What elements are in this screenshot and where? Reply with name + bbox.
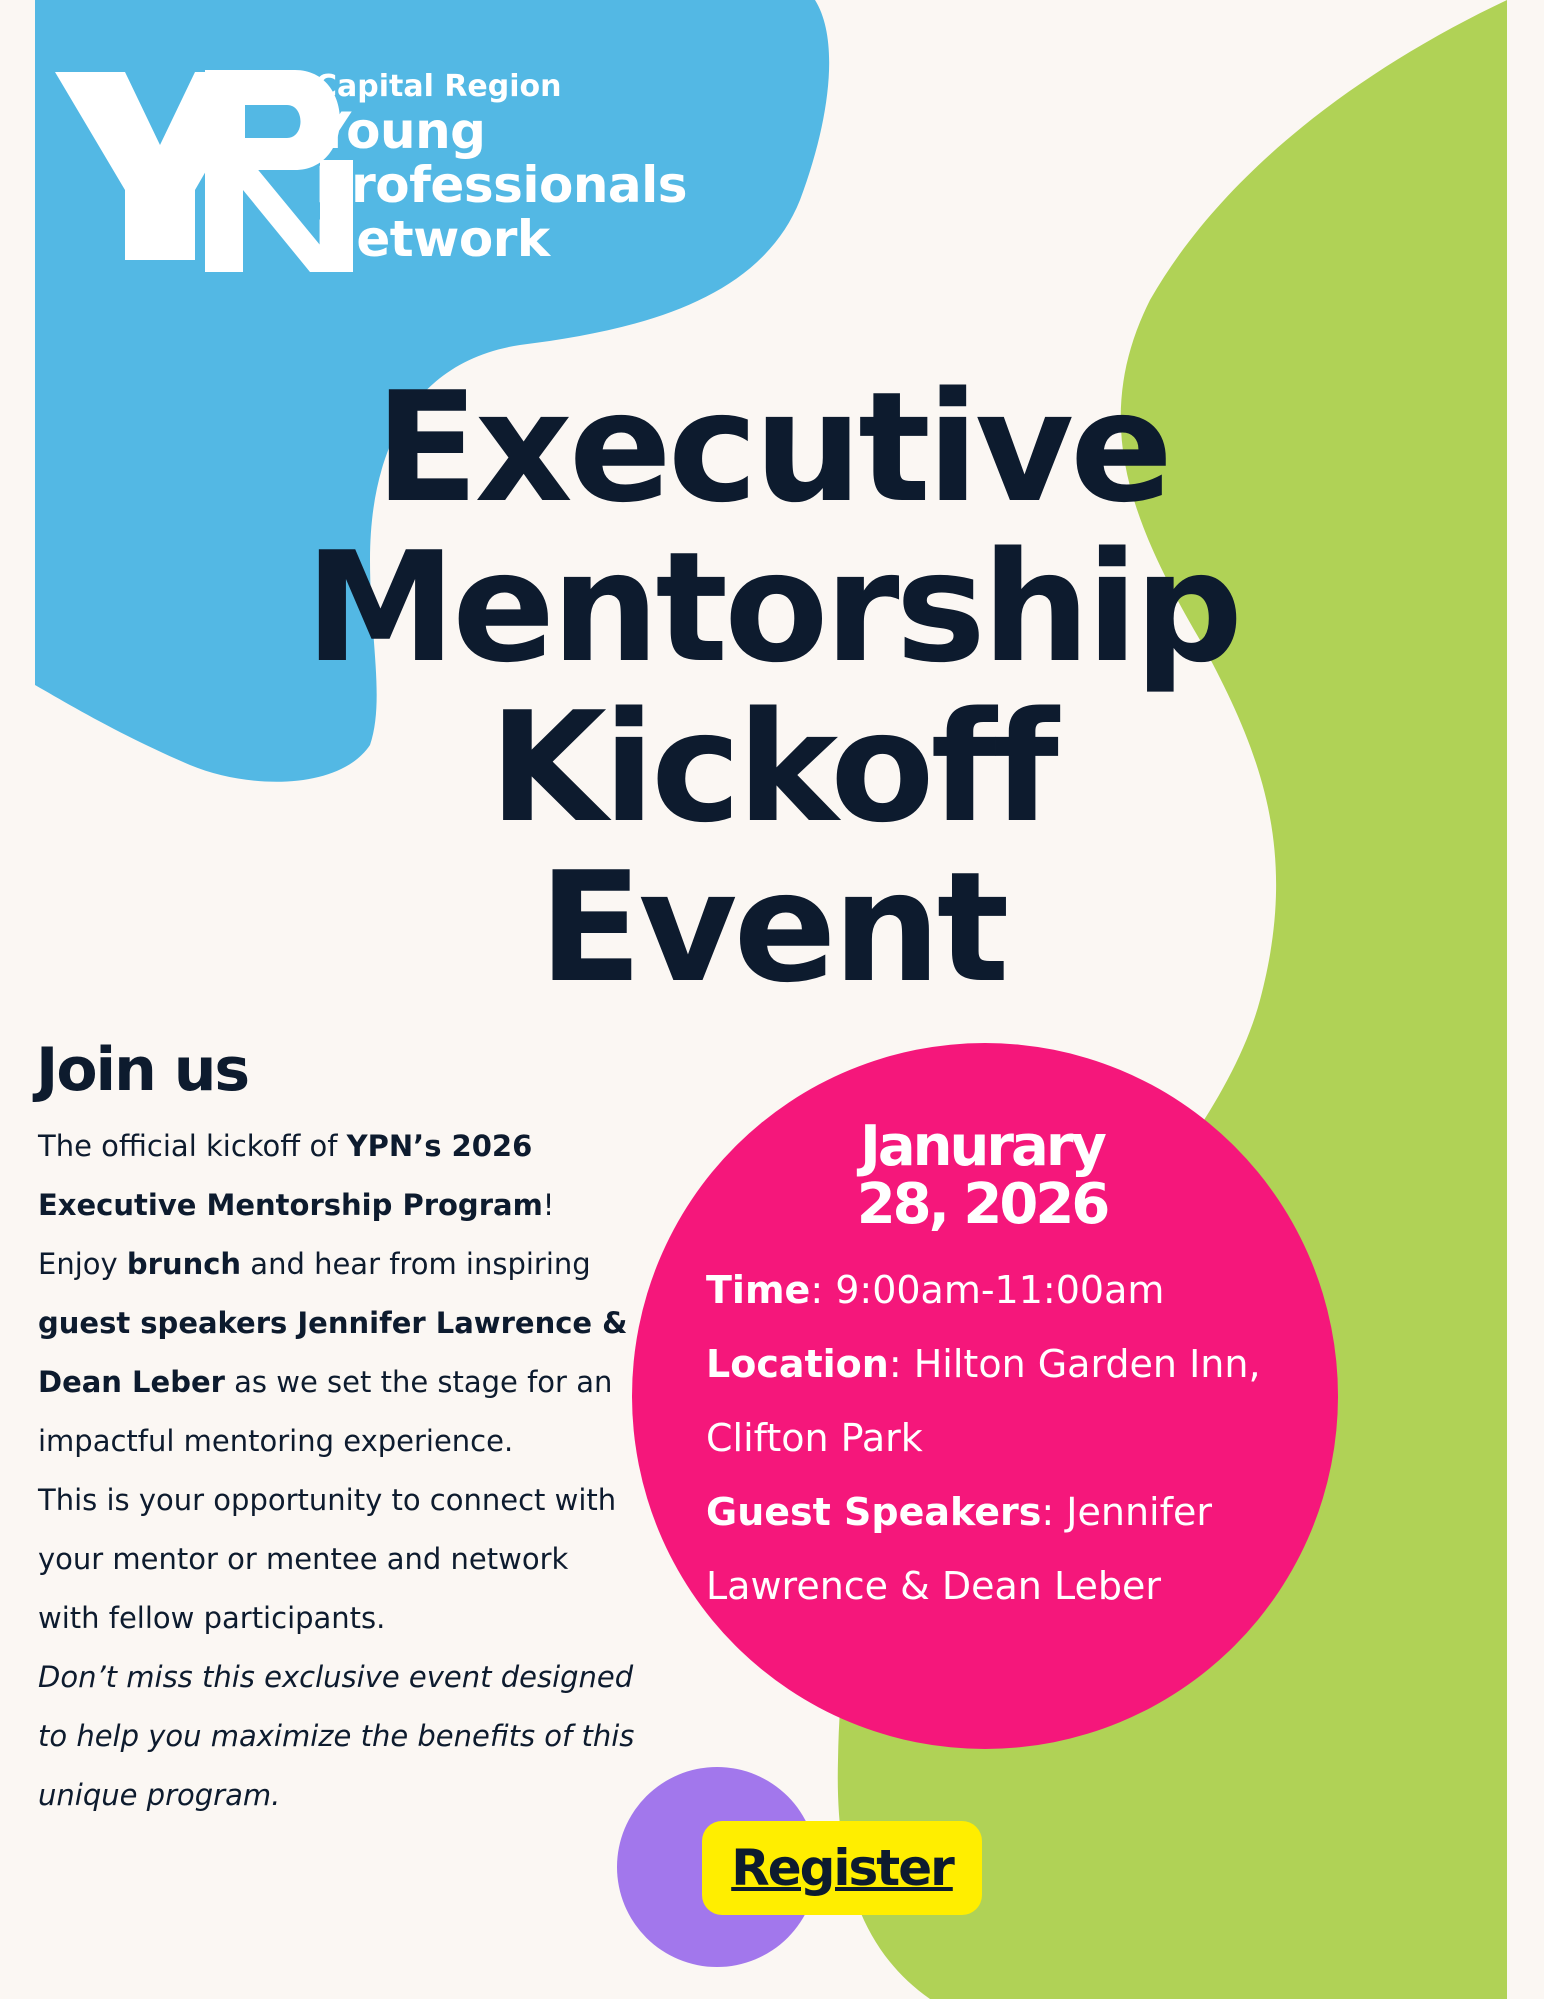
ypn-logo-mark — [55, 60, 355, 280]
headline-line-1: Executive — [374, 359, 1170, 536]
description-paragraph-1: The official kickoff of YPN’s 2026 Executive Mentorship Program! Enjoy brunch and hear from inspiring guest speakers Jennifer Lawrence & Dean Leber as we set the stage for an impactful mentoring experience. — [38, 1129, 628, 1458]
event-headline — [0, 359, 1544, 1016]
event-speakers: Guest Speakers: Jennifer Lawrence & Dean Leber — [706, 1490, 1212, 1608]
join-us-heading: Join us — [36, 1035, 249, 1105]
event-time: Time: 9:00am-11:00am — [706, 1268, 1165, 1312]
headline-line-3: Kickoff — [489, 679, 1055, 856]
logo-region: Capital Region — [315, 69, 562, 104]
event-description — [38, 1117, 638, 1825]
event-date — [632, 1114, 1332, 1237]
headline-line-4: Event — [538, 839, 1006, 1016]
event-details — [706, 1253, 1326, 1623]
description-paragraph-2: This is your opportunity to connect with your mentor or mentee and network with fellow participants. — [38, 1483, 617, 1635]
logo-line-network: Network — [315, 210, 550, 268]
logo-line-young: Young — [315, 102, 486, 160]
logo-line-professionals: Professionals — [315, 156, 688, 214]
event-date-line-2: 28, 2026 — [856, 1172, 1108, 1237]
register-button[interactable]: Register — [702, 1821, 982, 1915]
event-date-line-1: Janurary — [860, 1114, 1104, 1179]
event-location: Location: Hilton Garden Inn, Clifton Park — [706, 1342, 1261, 1460]
headline-line-2: Mentorship — [304, 519, 1240, 696]
logo-wordmark — [315, 70, 835, 266]
description-paragraph-3: Don’t miss this exclusive event designed to help you maximize the benefits of this unique program. — [38, 1660, 635, 1812]
